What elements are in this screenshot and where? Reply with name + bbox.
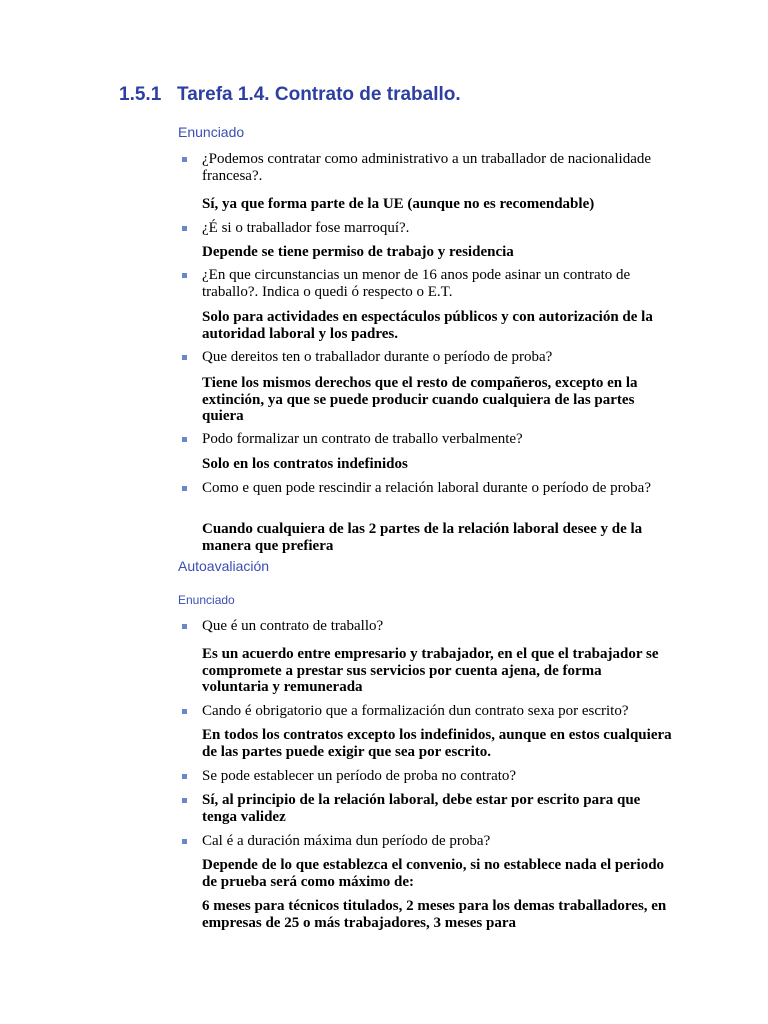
bullet-marker	[182, 774, 187, 779]
auto-question-3: Se pode establecer un período de proba no contrato?	[202, 768, 517, 784]
auto-answer-1: Es un acuerdo entre empresario y trabajador, en el que el trabajador se compromete a prestar sus servicios por cuenta ajena, de forma voluntaria y remunerada	[202, 646, 659, 695]
question-4: Que dereitos ten o traballador durante o período de proba?	[202, 349, 553, 365]
auto-answer-5b: 6 meses para técnicos titulados, 2 meses para los demas traballadores, en empresas de 25 o más trabajadores, 3 meses para	[202, 898, 667, 931]
autoavaliacion-label: Autoavaliación	[178, 558, 270, 574]
bullet-marker	[182, 486, 187, 491]
bullet-marker	[182, 709, 187, 714]
auto-answer-5: Depende de lo que establezca el convenio, si no establece nada el periodo de prueba será como máximo de:	[202, 857, 665, 890]
answer-1: Sí, ya que forma parte de la UE (aunque no es recomendable)	[202, 196, 595, 212]
section-number: 1.5.1	[119, 84, 162, 105]
question-5: Podo formalizar un contrato de traballo verbalmente?	[202, 431, 523, 447]
question-6: Como e quen pode rescindir a relación laboral durante o período de proba?	[202, 480, 651, 496]
answer-5: Solo en los contratos indefinidos	[202, 456, 408, 472]
bullet-marker	[182, 273, 187, 278]
bullet-marker	[182, 624, 187, 629]
bullet-marker	[182, 839, 187, 844]
enunciado-sublabel: Enunciado	[178, 593, 235, 607]
auto-question-5: Cal é a duración máxima dun período de proba?	[202, 833, 491, 849]
section-title: Tarefa 1.4. Contrato de traballo.	[177, 84, 461, 105]
answer-6: Cuando cualquiera de las 2 partes de la relación laboral desee y de la manera que prefiera	[202, 521, 643, 554]
bullet-marker	[182, 437, 187, 442]
auto-answer-2: En todos los contratos excepto los indefinidos, aunque en estos cualquiera de las partes puede exigir que sea por escrito.	[202, 727, 672, 760]
bullet-marker	[182, 157, 187, 162]
enunciado-label: Enunciado	[178, 124, 245, 140]
auto-question-2: Cando é obrigatorio que a formalización dun contrato sexa por escrito?	[202, 703, 629, 719]
question-2: ¿É si o traballador fose marroquí?.	[202, 220, 410, 236]
auto-bold-bullet: Sí, al principio de la relación laboral, debe estar por escrito para que tenga validez	[202, 792, 641, 825]
bullet-marker	[182, 355, 187, 360]
bullet-marker	[182, 226, 187, 231]
auto-question-1: Que é un contrato de traballo?	[202, 618, 384, 634]
bullet-marker	[182, 798, 187, 803]
question-1: ¿Podemos contratar como administrativo a un traballador de nacionalidade francesa?.	[202, 151, 652, 184]
answer-2: Depende se tiene permiso de trabajo y residencia	[202, 244, 514, 260]
section-heading	[119, 84, 461, 106]
answer-3: Solo para actividades en espectáculos públicos y con autorización de la autoridad laboral y los padres.	[202, 309, 653, 342]
question-3: ¿En que circunstancias un menor de 16 anos pode asinar un contrato de traballo?. Indica o quedi ó respecto o E.T.	[202, 267, 631, 300]
answer-4: Tiene los mismos derechos que el resto de compañeros, excepto en la extinción, ya que se puede producir cuando cualquiera de las partes quiera	[202, 375, 638, 424]
